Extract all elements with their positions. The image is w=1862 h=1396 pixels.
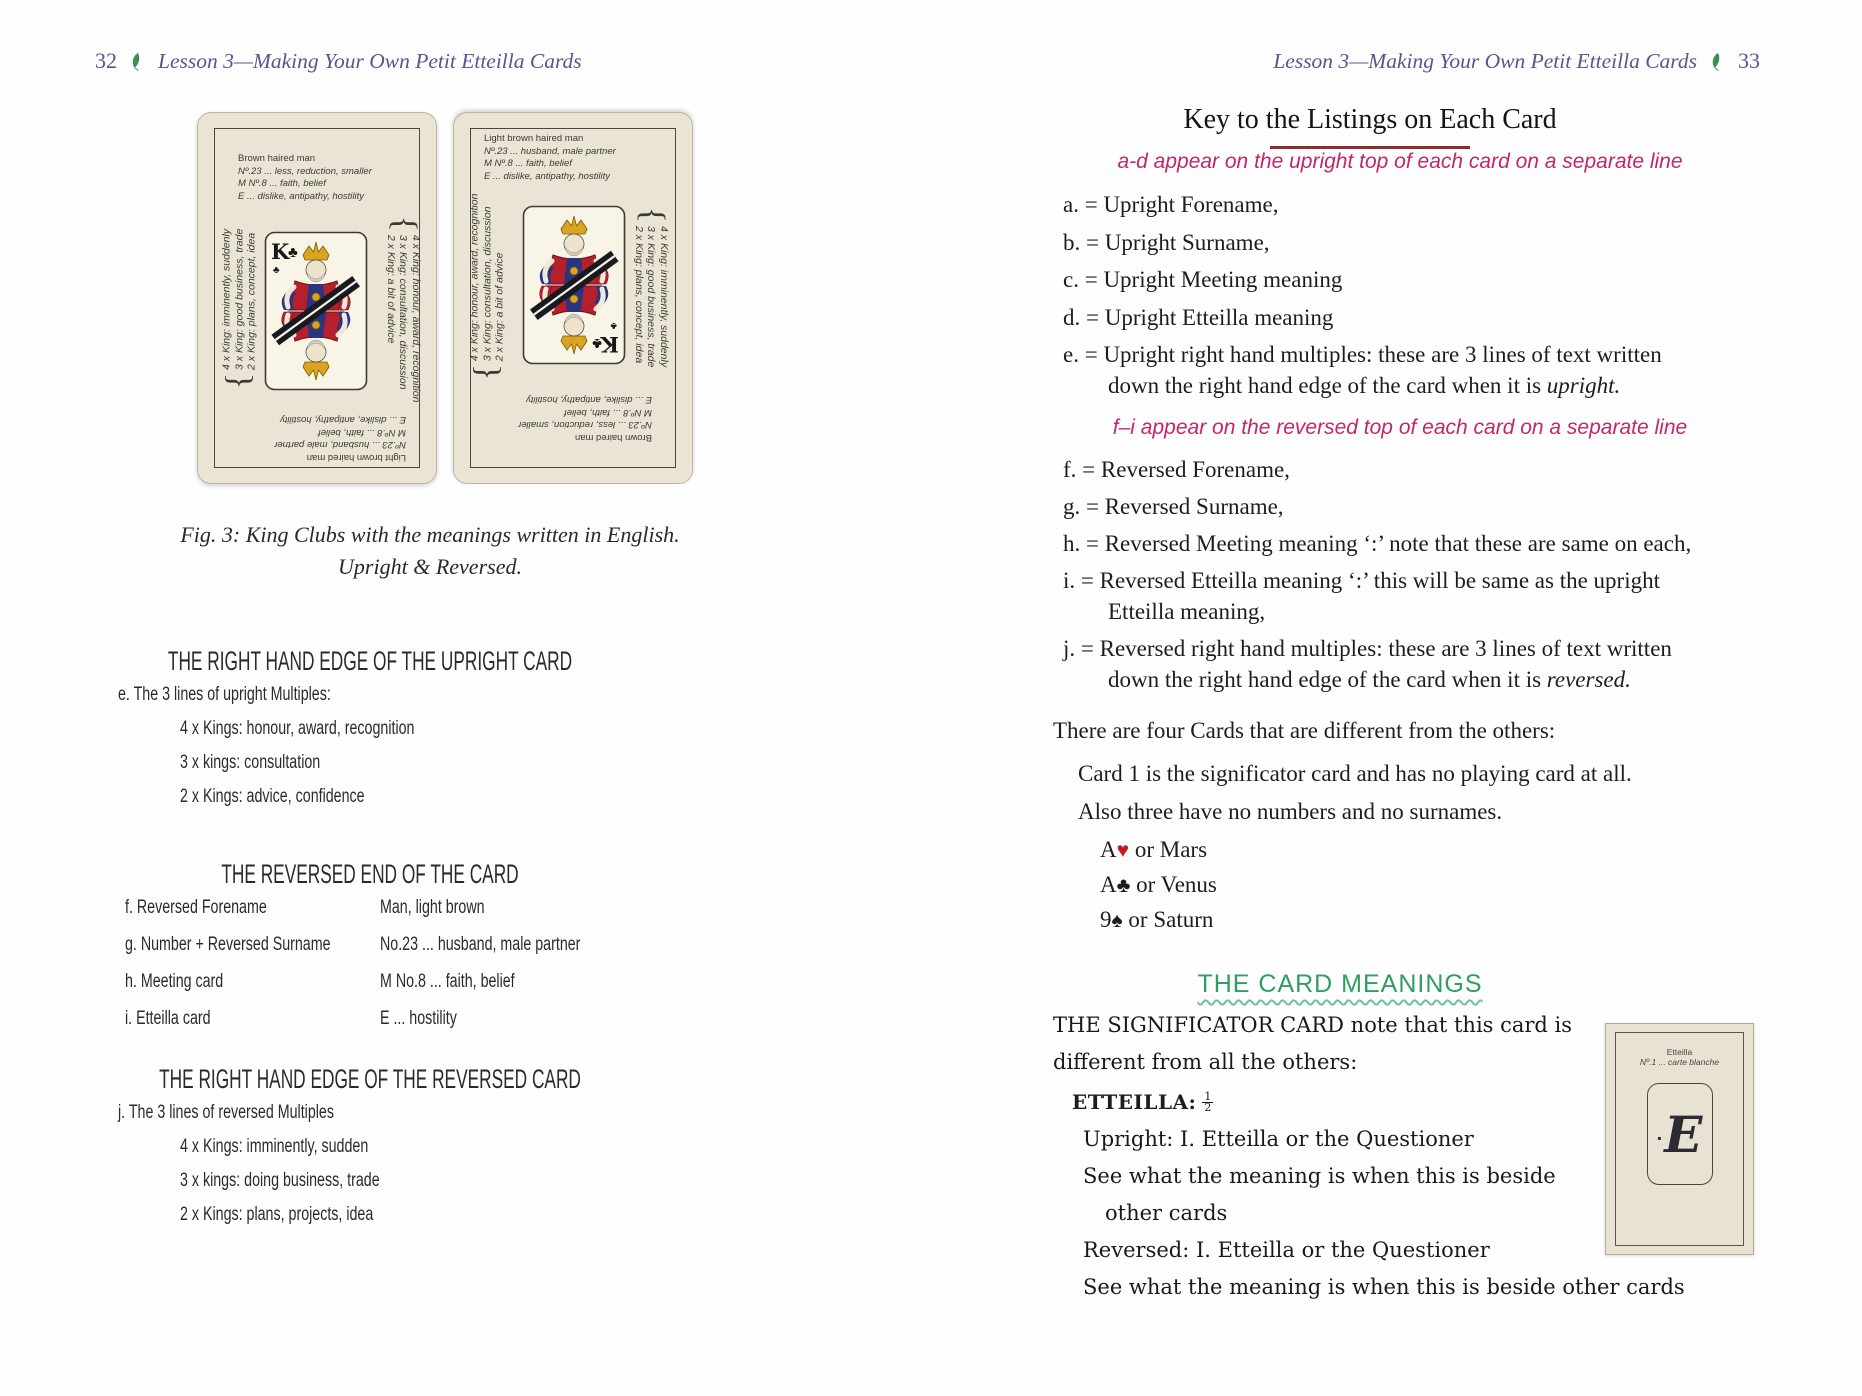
row-label: g. Number + Reversed Surname <box>125 934 331 955</box>
card-meeting: M Nº.8 ... faith, belief <box>238 178 326 189</box>
subtitle-ad: a-d appear on the upright top of each card on a separate line <box>1117 150 1683 173</box>
card-left-edge-multiples <box>220 229 258 390</box>
card-meanings-heading: THE CARD MEANINGS <box>1197 970 1483 998</box>
special-card-ace-clubs: A♣ or Venus <box>1100 872 1217 897</box>
sig-other-cards-line: other cards <box>1105 1201 1228 1225</box>
card-meeting-reversed: M Nº.8 ... faith, belief <box>318 427 406 438</box>
figure-caption-line1: Fig. 3: King Clubs with the meanings written in English. <box>180 522 680 547</box>
script-letter-e: E <box>1664 1104 1703 1164</box>
section-intro: j. The 3 lines of reversed Multiples <box>118 1102 334 1123</box>
multiple-line: 3 x kings: doing business, trade <box>180 1170 380 1191</box>
section-title-upright-edge: THE RIGHT HAND EDGE OF THE UPRIGHT CARD <box>167 646 573 676</box>
corner-rank: K <box>271 239 290 264</box>
card-etteilla: E ... dislike, antipathy, hostility <box>238 190 365 202</box>
brace-glyph: { <box>467 364 505 381</box>
edge-line: 2 x King: plans, concept, idea <box>632 226 645 364</box>
significator-line1: THE SIGNIFICATOR CARD note that this card is <box>1053 1013 1573 1037</box>
card-upright-meanings <box>472 393 652 443</box>
edge-line: 3 x King: consultation, discussion <box>397 234 410 390</box>
edge-line: 2 x King: a bit of advice <box>384 234 397 344</box>
title-underline <box>1270 146 1470 149</box>
flourish-dot: . <box>1656 1122 1663 1145</box>
multiple-line: 2 x Kings: advice, confidence <box>180 786 365 807</box>
page-32-header <box>95 48 582 74</box>
card-surname: Nº.23 ... less, reduction, smaller <box>518 419 652 431</box>
key-item-d: d. = Upright Etteilla meaning <box>1063 305 1334 330</box>
multiple-line: 3 x kings: consultation <box>180 752 321 773</box>
row-label: f. Reversed Forename <box>125 897 267 918</box>
card-reversed-meanings <box>226 413 406 463</box>
special-card-nine-spades: 9♠ or Saturn <box>1100 907 1214 932</box>
row-label: i. Etteilla card <box>125 1008 211 1029</box>
leaf-icon <box>1710 52 1725 71</box>
mini-card-subtitle: Nº.1 ... carte blanche <box>1639 1057 1720 1067</box>
corner-suit-icon: ♣ <box>592 335 602 352</box>
key-item-a: a. = Upright Forename, <box>1063 192 1279 217</box>
card-etteilla-reversed: E ... dislike, antipathy, hostility <box>484 170 611 182</box>
key-item-j: j. = Reversed right hand multiples: these are 3 lines of text written down the right hand edge of the card when it is reversed. <box>1063 636 1672 692</box>
card-surname: Nº.23 ... less, reduction, smaller <box>238 165 372 177</box>
mini-card-title: Etteilla <box>1666 1047 1693 1057</box>
card-meeting: M Nº.8 ... faith, belief <box>564 407 652 418</box>
card-king-clubs-reversed <box>453 112 693 484</box>
corner-suit-small-icon: ♣ <box>273 265 280 276</box>
key-item-i: i. = Reversed Etteilla meaning ‘:’ this will be same as the upright Etteilla meaning, <box>1063 568 1660 624</box>
edge-line: 3 x King: good business, trade <box>645 226 658 368</box>
edge-line: 3 x King: good business, trade <box>232 228 245 370</box>
sig-see-line: See what the meaning is when this is beside <box>1083 1164 1556 1188</box>
sig-upright-line: Upright: I. Etteilla or the Questioner <box>1083 1127 1474 1151</box>
brace-glyph: { <box>219 372 257 390</box>
significator-card-frame <box>1615 1032 1744 1246</box>
page-number: 33 <box>1738 48 1760 73</box>
card-forename: Brown haired man <box>238 153 316 164</box>
mini-card-letter-frame <box>1647 1083 1713 1185</box>
king-of-clubs-illustration <box>522 205 626 365</box>
special-card-ace-hearts: A♥ or Mars <box>1100 837 1208 862</box>
figure-caption-line2: Upright & Reversed. <box>338 554 522 579</box>
card-etteilla: E ... dislike, antipathy, hostility <box>525 394 652 406</box>
key-item-f: f. = Reversed Forename, <box>1063 457 1290 482</box>
brace-glyph: { <box>633 206 671 224</box>
edge-line: 3 x King: consultation, discussion <box>480 206 493 362</box>
section-intro: e. The 3 lines of upright Multiples: <box>118 684 331 705</box>
key-item-b: b. = Upright Surname, <box>1063 230 1270 255</box>
multiple-line: 4 x Kings: imminently, sudden <box>180 1136 369 1157</box>
edge-line: 4 x King: imminently, suddenly <box>657 226 670 368</box>
card-forename-reversed: Light brown haired man <box>484 133 584 144</box>
card-left-edge-multiples <box>632 207 670 368</box>
chapter-title: Lesson 3—Making Your Own Petit Etteilla Cards <box>1273 48 1697 73</box>
leaf-icon <box>130 52 145 71</box>
key-item-h: h. = Reversed Meeting meaning ‘:’ note that these are same on each, <box>1063 531 1692 556</box>
sig-reversed-line: Reversed: I. Etteilla or the Questioner <box>1083 1238 1490 1262</box>
card-forename: Brown haired man <box>574 432 652 443</box>
chapter-title: Lesson 3—Making Your Own Petit Etteilla Cards <box>158 48 582 73</box>
para-card1: Card 1 is the significator card and has no playing card at all. <box>1078 761 1632 786</box>
subtitle-fi: f–i appear on the reversed top of each card on a separate line <box>1112 416 1688 439</box>
para-no-numbers: Also three have no numbers and no surnames. <box>1078 799 1503 824</box>
spade-icon: ♠ <box>1111 908 1123 932</box>
corner-rank: K <box>600 332 619 357</box>
key-title: Key to the Listings on Each Card <box>1183 104 1557 135</box>
edge-line: 4 x King: honour, award, recognition <box>468 193 481 362</box>
card-upright-meanings <box>238 153 418 203</box>
card-meeting-reversed: M Nº.8 ... faith, belief <box>484 158 572 169</box>
etteilla-label: ETTEILLA: <box>1072 1090 1197 1114</box>
edge-line: 2 x King: a bit of advice <box>493 252 506 362</box>
edge-line: 4 x King: imminently, suddenly <box>220 228 233 370</box>
corner-suit-icon: ♣ <box>288 244 298 261</box>
page-33-header <box>1100 48 1760 74</box>
para-four-cards: There are four Cards that are different from the others: <box>1053 718 1556 743</box>
section-title-reversed-edge: THE RIGHT HAND EDGE OF THE REVERSED CARD <box>159 1064 581 1094</box>
club-icon: ♣ <box>1116 873 1131 897</box>
edge-line: 4 x King: honour, award, recognition <box>409 234 422 403</box>
king-of-clubs-illustration <box>264 231 368 391</box>
card-right-edge-multiples <box>384 216 422 403</box>
key-item-g: g. = Reversed Surname, <box>1063 494 1284 519</box>
card-right-edge-multiples <box>468 194 506 381</box>
multiple-line: 4 x Kings: honour, award, recognition <box>180 718 415 739</box>
card-forename-reversed: Light brown haired man <box>306 452 406 463</box>
card-reversed-meanings <box>484 133 664 183</box>
card-etteilla-reversed: E ... dislike, antipathy, hostility <box>279 414 406 426</box>
card-surname-reversed: Nº.23 ... husband, male partner <box>484 145 616 157</box>
multiple-line: 2 x Kings: plans, projects, idea <box>180 1204 374 1225</box>
row-value: M No.8 ... faith, belief <box>380 971 515 992</box>
row-value: No.23 ... husband, male partner <box>380 934 581 955</box>
corner-suit-small-icon: ♣ <box>610 320 617 331</box>
brace-glyph: { <box>385 215 423 232</box>
fraction-one-half: $\frac{1}{2}$ <box>1204 1089 1212 1114</box>
significator-card-image <box>1605 1023 1754 1255</box>
significator-line2: different from all the others: <box>1053 1050 1358 1074</box>
card-king-clubs-upright <box>197 112 437 484</box>
card-surname-reversed: Nº.23 ... husband, male partner <box>274 439 406 451</box>
page-number: 32 <box>95 48 117 73</box>
row-label: h. Meeting card <box>125 971 224 992</box>
edge-line: 2 x King: plans, concept, idea <box>245 232 258 370</box>
section-title-reversed-end: THE REVERSED END OF THE CARD <box>221 859 519 889</box>
key-item-c: c. = Upright Meeting meaning <box>1063 267 1343 292</box>
sig-see-line2: See what the meaning is when this is beside other cards <box>1083 1275 1685 1299</box>
etteilla-label-row <box>1072 1090 1213 1114</box>
key-item-e: e. = Upright right hand multiples: these are 3 lines of text written down the right hand edge of the card when it is upright. <box>1063 342 1662 398</box>
row-value: E ... hostility <box>380 1008 457 1029</box>
heart-icon: ♥ <box>1116 838 1130 862</box>
row-value: Man, light brown <box>380 897 485 918</box>
